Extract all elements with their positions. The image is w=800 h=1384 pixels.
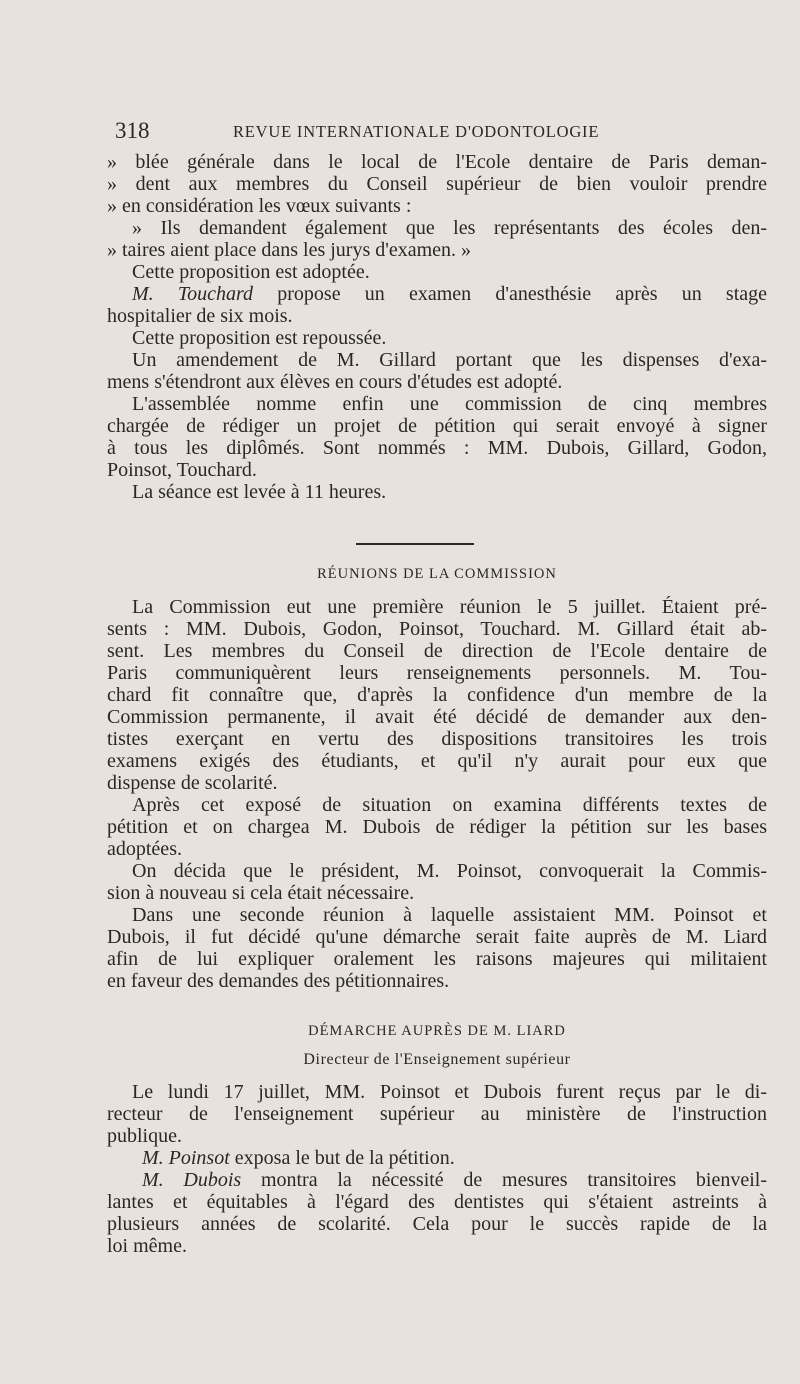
text-line: dispense de scolarité. xyxy=(107,772,278,794)
opening-paragraphs xyxy=(107,151,767,503)
text-line xyxy=(107,283,767,305)
text-line: lantes et équitables à l'égard des dentistes qui s'étaient astreints à xyxy=(107,1191,767,1213)
text-line: recteur de l'enseignement supérieur au ministère de l'instruction xyxy=(107,1103,767,1125)
line-text: propose un examen d'anesthésie après un stage xyxy=(277,283,767,305)
section-subheading: Directeur de l'Enseignement supérieur xyxy=(303,1051,571,1068)
text-line: pétition et on chargea M. Dubois de rédiger la pétition sur les bases xyxy=(107,816,767,838)
commission-paragraphs xyxy=(107,596,767,992)
text-line: examens exigés des étudiants, et qu'il n'y aurait pour eux que xyxy=(107,750,767,772)
line-text: exposa le but de la pétition. xyxy=(234,1147,455,1169)
text-line: On décida que le président, M. Poinsot, convoquerait la Commis- xyxy=(132,860,767,882)
text-line: » en considération les vœux suivants : xyxy=(107,195,412,217)
text-line: » taires aient place dans les jurys d'examen. » xyxy=(107,239,472,261)
page-number: 318 xyxy=(115,118,150,143)
text-line: La Commission eut une première réunion le 5 juillet. Étaient pré- xyxy=(132,596,767,618)
text-line: plusieurs années de scolarité. Cela pour le succès rapide de la xyxy=(107,1213,767,1235)
text-line: chard fit connaître que, d'après la confidence d'un membre de la xyxy=(107,684,767,706)
text-line: » Ils demandent également que les représentants des écoles den- xyxy=(132,217,767,239)
text-line: adoptées. xyxy=(107,838,182,860)
text-line xyxy=(107,1147,767,1169)
running-title: REVUE INTERNATIONALE D'ODONTOLOGIE xyxy=(233,122,600,141)
text-line: Après cet exposé de situation on examina différents textes de xyxy=(132,794,767,816)
text-line: Dans une seconde réunion à laquelle assistaient MM. Poinsot et xyxy=(132,904,767,926)
text-line: Dubois, il fut décidé qu'une démarche serait faite auprès de M. Liard xyxy=(107,926,767,948)
text-line: mens s'étendront aux élèves en cours d'études est adopté. xyxy=(107,371,563,393)
text-line: Poinsot, Touchard. xyxy=(107,459,257,481)
text-line: sents : MM. Dubois, Godon, Poinsot, Touchard. M. Gillard était ab- xyxy=(107,618,767,640)
text-line: loi même. xyxy=(107,1235,187,1257)
text-line: afin de lui expliquer oralement les raisons majeures qui militaient xyxy=(107,948,767,970)
text-line: à tous les diplômés. Sont nommés : MM. Dubois, Gillard, Godon, xyxy=(107,437,767,459)
text-line: Commission permanente, il avait été décidé de demander aux den- xyxy=(107,706,767,728)
text-line: hospitalier de six mois. xyxy=(107,305,293,327)
text-line: Cette proposition est adoptée. xyxy=(132,261,370,283)
text-line: sion à nouveau si cela était nécessaire. xyxy=(107,882,415,904)
text-line: La séance est levée à 11 heures. xyxy=(132,481,387,503)
liard-paragraphs xyxy=(107,1081,767,1257)
text-line: Un amendement de M. Gillard portant que les dispenses d'exa- xyxy=(132,349,767,371)
text-line: chargée de rédiger un projet de pétition qui serait envoyé à signer xyxy=(107,415,767,437)
page-header xyxy=(115,118,755,144)
text-line: » blée générale dans le local de l'Ecole dentaire de Paris deman- xyxy=(107,151,767,173)
text-line: publique. xyxy=(107,1125,182,1147)
speaker-name: M. Touchard xyxy=(132,283,254,305)
text-line: L'assemblée nomme enfin une commission de cinq membres xyxy=(132,393,767,415)
line-text: montra la nécessité de mesures transitoires bienveil- xyxy=(260,1169,767,1191)
text-line xyxy=(107,1169,767,1191)
section-heading: DÉMARCHE AUPRÈS DE M. LIARD xyxy=(308,1023,566,1039)
text-line: » dent aux membres du Conseil supérieur de bien vouloir prendre xyxy=(107,173,767,195)
speaker-name: M. Dubois xyxy=(142,1169,242,1191)
text-line: Paris communiquèrent leurs renseignements personnels. M. Tou- xyxy=(107,662,767,684)
speaker-name: M. Poinsot xyxy=(142,1147,230,1169)
text-line: Le lundi 17 juillet, MM. Poinsot et Dubois furent reçus par le di- xyxy=(132,1081,767,1103)
section-divider xyxy=(356,543,474,545)
text-line: en faveur des demandes des pétitionnaires. xyxy=(107,970,450,992)
text-line: sent. Les membres du Conseil de direction de l'Ecole dentaire de xyxy=(107,640,767,662)
section-heading: RÉUNIONS DE LA COMMISSION xyxy=(317,566,557,582)
text-line: tistes exerçant en vertu des dispositions transitoires les trois xyxy=(107,728,767,750)
text-line: Cette proposition est repoussée. xyxy=(132,327,387,349)
